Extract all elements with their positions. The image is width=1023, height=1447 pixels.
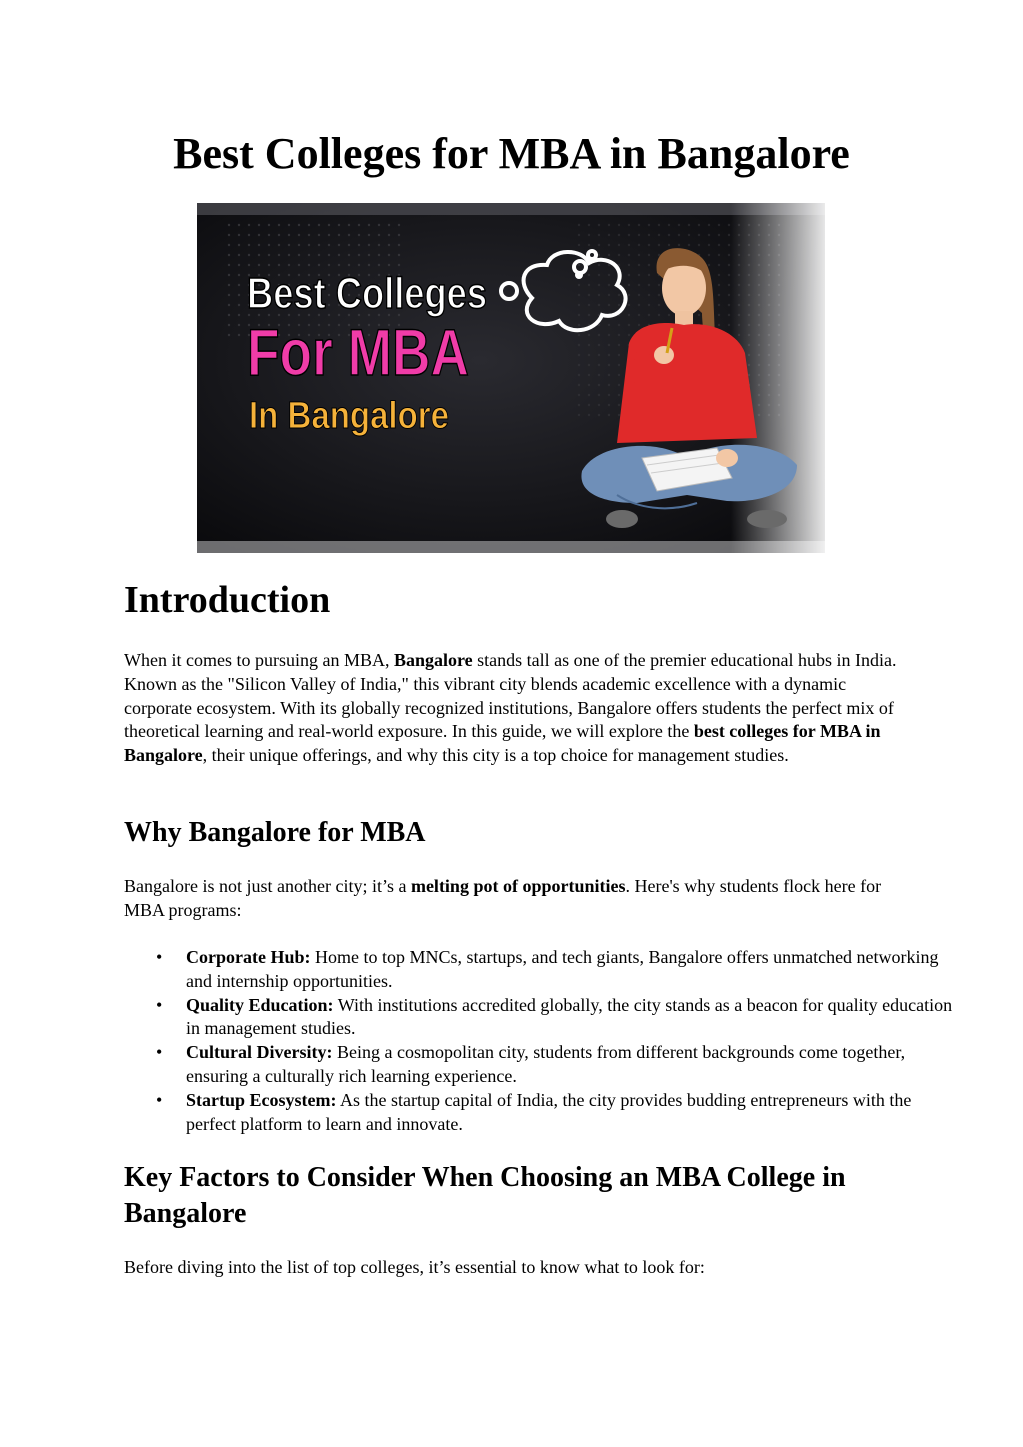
hero-line-1: Best Colleges — [247, 269, 487, 318]
list-item-label: Quality Education: — [186, 994, 334, 1015]
bold-text: Bangalore — [393, 650, 473, 670]
page-title: Best Colleges for MBA in Bangalore — [173, 129, 850, 178]
list-item-text: With institutions accredited globally, the city stands as a beacon for quality education in management studies. — [186, 994, 953, 1039]
key-factors-paragraph: Before diving into the list of top colleges, it’s essential to know what to look for: — [124, 1257, 705, 1277]
why-bangalore-heading: Why Bangalore for MBA — [124, 817, 426, 848]
hero-line-2: For MBA — [247, 315, 469, 389]
list-item-label: Corporate Hub: — [186, 947, 311, 967]
list-item — [186, 1041, 956, 1089]
introduction-paragraph — [124, 649, 899, 768]
hero-banner-image — [197, 203, 825, 553]
introduction-heading: Introduction — [124, 579, 331, 621]
hero-line-3: In Bangalore — [249, 395, 449, 437]
list-item — [186, 946, 956, 994]
why-bangalore-paragraph — [124, 875, 899, 923]
text-span: . Here's why students flock here for MBA programs: — [124, 876, 882, 920]
bold-text: melting pot of opportunities — [410, 876, 626, 896]
bold-text: best colleges for MBA in Bangalore — [124, 721, 881, 766]
list-item-text: Being a cosmopolitan city, students from different backgrounds come together, ensuring a culturally rich learning experience. — [186, 1042, 906, 1086]
list-item-label: Cultural Diversity: — [186, 1042, 333, 1063]
text-span: Bangalore is not just another city; it’s a — [124, 876, 411, 896]
list-item-text: Home to top MNCs, startups, and tech giants, Bangalore offers unmatched networking and internship opportunities. — [186, 947, 939, 991]
list-item — [186, 994, 956, 1042]
list-item — [186, 1089, 956, 1137]
list-item-label: Startup Ecosystem: — [186, 1089, 337, 1110]
text-span: , their unique offerings, and why this city is a top choice for management studies. — [202, 745, 789, 766]
reasons-list — [124, 946, 956, 1136]
list-item-text: As the startup capital of India, the city provides budding entrepreneurs with the perfect platform to learn and innovate. — [186, 1089, 912, 1134]
text-span: stands tall as one of the premier educational hubs in India. Known as the "Silicon Valley of India," this vibrant city blends academic excellence with a dynamic corporate ecosystem. With its globally recognized institutions, Bangalore offers students the perfect mix of theoretical learning and real-world exposure. In this guide, we will explore the — [124, 650, 897, 742]
text-span: When it comes to pursuing an MBA, — [124, 650, 394, 670]
key-factors-heading: Key Factors to Consider When Choosing an MBA College in Bangalore — [124, 1162, 846, 1229]
